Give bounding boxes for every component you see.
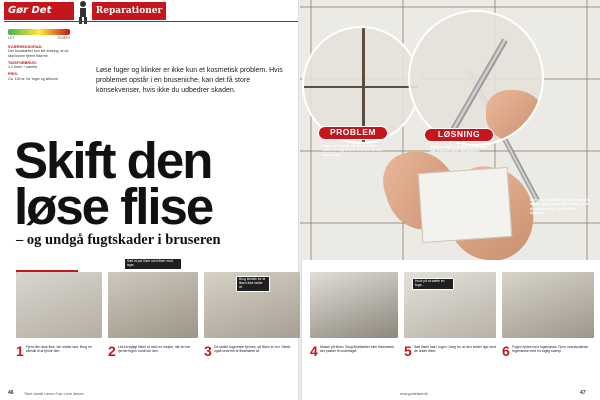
title-line-1: Skift den	[14, 132, 212, 189]
info-column	[8, 42, 70, 81]
solution-closeup	[408, 10, 544, 146]
problem-badge: PROBLEM	[318, 126, 388, 140]
article-subtitle: – og undgå fugtskader i bruseren	[16, 232, 221, 248]
callout-3: Husk på at sætte en fuge...	[412, 278, 454, 290]
problem-caption: Fugen er revnet, så der kommer vand ind bag flisen, som derfor har løsnet sig.	[322, 144, 382, 157]
step-number-1: 1	[16, 343, 24, 359]
time-text: 1-2 timer + kæntid	[8, 65, 38, 70]
left-credit: Tekst: Anette Larsen Foto: Lene Jensen	[24, 392, 84, 396]
step-text-5: Sæt flisen fast i fugen. Sørg for, at den sidder lige med de andre fliser.	[414, 345, 496, 354]
step-text-2: Lirk forsigtigt flisen af med en mejsel, når du har fjernet fugen rundt om den.	[118, 345, 191, 354]
difficulty-easy-label: LET	[8, 36, 15, 40]
difficulty-heading: SVÆRHEDSGRAD:	[8, 45, 43, 49]
callout-2: Brug kilestik for at flisen ikke falder af.	[236, 276, 270, 292]
step-text-4: Masse på flisen. Brug fliseklæber eller flisemørtel, der passer til underlaget.	[320, 345, 395, 354]
intro-paragraph: Løse fuger og klinker er ikke kun et kosmetisk problem. Hvis problemet opstår i en bruseniche, kan det få store konsekvenser, hvis ikke du udbedrer skaden.	[96, 67, 283, 95]
step-text-6: Fugen fyldes med fugemasse. Fjern overskydende fugemasse med en fugtig svamp.	[512, 345, 589, 354]
solution-badge: LØSNING	[424, 128, 494, 142]
callout-1: Sæt et par fliser med fliser med tape.	[124, 258, 182, 270]
price-heading: PRIS:	[8, 72, 19, 77]
step-photo-1	[16, 272, 102, 338]
right-page-number: 47	[580, 390, 586, 396]
step-number-3: 3	[204, 343, 212, 359]
step-number-5: 5	[404, 343, 412, 359]
grout-line	[304, 86, 420, 88]
price-text: Ca. 100 kr. for fuger og silikone.	[8, 76, 59, 81]
right-credit: www.gordetselv.dk	[400, 392, 429, 396]
step-number-2: 2	[108, 343, 116, 359]
hand-closeup	[486, 90, 544, 142]
title-line-2: løse flise	[14, 178, 213, 235]
difficulty-hard-label: SVÆRT	[58, 36, 71, 40]
step-text-3: De skidte fugerester fjernes, så flisen er ren. Skrab også resterne af flisemørtel af.	[214, 345, 291, 354]
solution-caption: Fliserne fuges på fast, så der ikke kan trænge vand ind bagved.	[430, 145, 488, 154]
loose-tile	[418, 167, 513, 243]
difficulty-text: Det forudsætter kun lidt erfaring, at du skal kunne fjerne fliserne.	[8, 49, 69, 58]
step-number-6: 6	[502, 343, 510, 359]
time-heading: TIDSFORBRUG:	[8, 60, 38, 65]
step-text-1: Fjern den løse flise, der sidder løst. Brug en kilestik til at fjerne den.	[26, 345, 92, 354]
side-caption: Det er let at skifte en flise, hvis den sidder løst. Løsner vil skiftes, hvis du har en af de gamle fliser liggende.	[530, 198, 590, 215]
section-tab: Reparationer	[92, 2, 166, 20]
step-photo-4	[310, 272, 398, 338]
left-page-number: 46	[8, 390, 14, 396]
header-rule	[4, 21, 298, 22]
step-photo-6	[502, 272, 594, 338]
article-title	[14, 132, 298, 235]
step-photo-2	[108, 272, 198, 338]
left-page	[0, 0, 298, 400]
step-number-4: 4	[310, 343, 318, 359]
brand-label: Gør Det	[4, 2, 74, 20]
difficulty-meter	[8, 29, 70, 35]
